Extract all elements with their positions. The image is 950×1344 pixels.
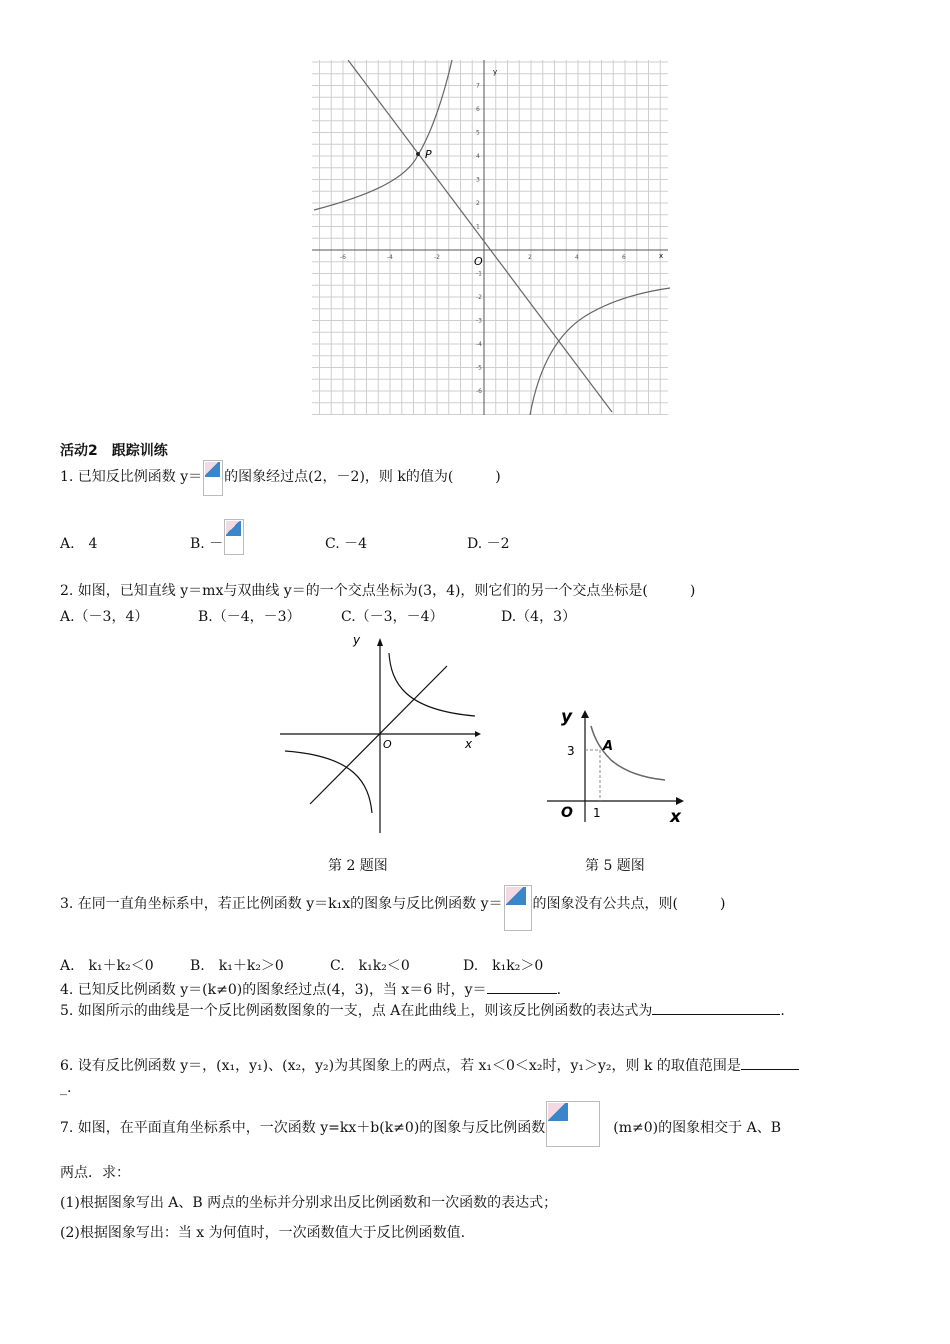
line-y-eq-neg-4-3-x <box>348 60 612 412</box>
label-origin: O <box>474 255 483 268</box>
question-2: 2. 如图，已知直线 y＝mx与双曲线 y＝的一个交点坐标为(3，4)，则它们的另一个交点坐标是( ) <box>60 583 696 599</box>
fig2-caption: 第 2 题图 <box>328 858 388 874</box>
question-5: 5. 如图所示的曲线是一个反比例函数图象的一支，点 A在此曲线上，则该反比例函数的表达式为 . <box>60 1000 785 1020</box>
fraction-image-placeholder <box>224 519 244 555</box>
fig5-tick-3: 3 <box>567 744 575 758</box>
fig2-label-o: O <box>383 738 392 751</box>
q2-option-d[interactable]: D.（4，3） <box>501 609 576 625</box>
q2-option-c[interactable]: C.（－3，－4） <box>341 609 444 625</box>
question-6: 6. 设有反比例函数 y＝，(x₁，y₁)、(x₂，y₂)为其图象上的两点，若 x₁＜0＜x₂时，y₁＞y₂，则 k 的取值范围是 <box>60 1055 799 1075</box>
q1-option-d[interactable]: D. －2 <box>467 536 510 552</box>
fraction-image-placeholder <box>546 1101 600 1147</box>
q1-option-a[interactable]: A. 4 <box>60 536 98 552</box>
fraction-image-placeholder <box>504 885 532 931</box>
q7-sub2: (2)根据图象写出：当 x 为何值时，一次函数值大于反比例函数值. <box>60 1225 466 1241</box>
q3-option-d[interactable]: D. k₁k₂＞0 <box>463 958 544 974</box>
y-tick-label: -1 <box>476 270 482 278</box>
q6-answer-blank[interactable] <box>741 1055 799 1070</box>
x-tick-label: 6 <box>622 254 626 261</box>
x-tick-label: -6 <box>340 254 346 261</box>
fraction-image-placeholder <box>203 460 223 496</box>
y-tick-label: 6 <box>476 106 480 113</box>
fig2-label-x: x <box>465 737 473 751</box>
y-tick-label: -4 <box>476 341 482 348</box>
y-tick-label: 2 <box>476 200 480 207</box>
q3-text-pre: 3. 在同一直角坐标系中，若正比例函数 y＝k₁x的图象与反比例函数 y＝ <box>60 896 503 912</box>
y-tick-label: 1 <box>476 223 480 231</box>
y-tick-label: -2 <box>476 294 482 301</box>
question-4: 4. 已知反比例函数 y＝(k≠0)的图象经过点(4，3)，当 x＝6 时，y＝ . <box>60 979 561 999</box>
x-tick-label: -2 <box>434 254 440 261</box>
section-title: 活动2 跟踪训练 <box>60 443 168 459</box>
point-p <box>416 152 420 156</box>
q4-answer-blank[interactable] <box>487 979 557 994</box>
q3-option-c[interactable]: C. k₁k₂＜0 <box>330 958 410 974</box>
q1-text-post: 的图象经过点(2，－2)，则 k的值为( ) <box>224 469 501 485</box>
q7-line2: 两点．求： <box>60 1165 130 1181</box>
fig2-hyperbola-lower <box>285 751 372 813</box>
question-1 <box>60 466 501 502</box>
q1-options <box>60 533 510 569</box>
fig5-caption: 第 5 题图 <box>585 858 645 874</box>
label-x: x <box>659 252 664 260</box>
y-tick-label: 4 <box>476 153 480 160</box>
q6-answer-blank-continued: _. <box>60 1080 72 1096</box>
y-tick-label: 5 <box>476 129 480 137</box>
fig2-hyperbola-upper <box>389 653 475 716</box>
q1-option-c[interactable]: C. －4 <box>325 536 368 552</box>
fig5-tick-1: 1 <box>593 806 601 820</box>
fig2-label-y: y <box>353 633 361 647</box>
q3-option-a[interactable]: A. k₁＋k₂＜0 <box>60 958 154 974</box>
x-tick-label: -4 <box>387 254 393 261</box>
figure-2 <box>275 628 485 838</box>
q3-text-post: 的图象没有公共点，则( ) <box>532 896 726 912</box>
y-tick-label: 3 <box>476 176 480 184</box>
q3-options <box>60 955 543 975</box>
q7-text-pre: 7. 如图，在平面直角坐标系中，一次函数 y=kx＋b(k≠0)的图象与反比例函数 <box>60 1120 546 1136</box>
y-tick-label: -3 <box>476 317 482 325</box>
q1-option-b[interactable]: B. － <box>190 533 325 569</box>
question-7 <box>60 1117 781 1163</box>
fig5-label-x: x <box>670 807 681 827</box>
figure-5 <box>545 700 690 830</box>
q2-option-b[interactable]: B.（－4，－3） <box>198 609 301 625</box>
x-tick-label: 4 <box>575 254 579 261</box>
label-y: y <box>493 68 498 76</box>
y-tick-label: -5 <box>476 364 482 372</box>
fig5-label-a: A <box>603 739 614 754</box>
q5-answer-blank[interactable] <box>652 1000 780 1015</box>
fig5-label-y: y <box>561 707 573 727</box>
q2-option-a[interactable]: A.（－3，4） <box>60 609 149 625</box>
fig2-line <box>310 666 447 804</box>
q2-options <box>60 606 576 626</box>
q7-text-post: (m≠0)的图象相交于 A、B <box>613 1120 781 1136</box>
x-tick-label: 2 <box>528 254 532 261</box>
y-tick-label: 7 <box>476 82 480 90</box>
fig5-label-o: O <box>561 805 573 821</box>
question-3 <box>60 893 725 939</box>
q7-sub1: (1)根据图象写出 A、B 两点的坐标并分别求出反比例函数和一次函数的表达式； <box>60 1195 558 1211</box>
label-p: P <box>425 148 432 161</box>
hyperbola-branch-upper-left <box>314 60 452 210</box>
q1-text-pre: 1. 已知反比例函数 y＝ <box>60 469 203 485</box>
y-tick-label: -6 <box>476 388 482 395</box>
top-graph <box>312 60 672 415</box>
q3-option-b[interactable]: B. k₁＋k₂＞0 <box>190 958 284 974</box>
